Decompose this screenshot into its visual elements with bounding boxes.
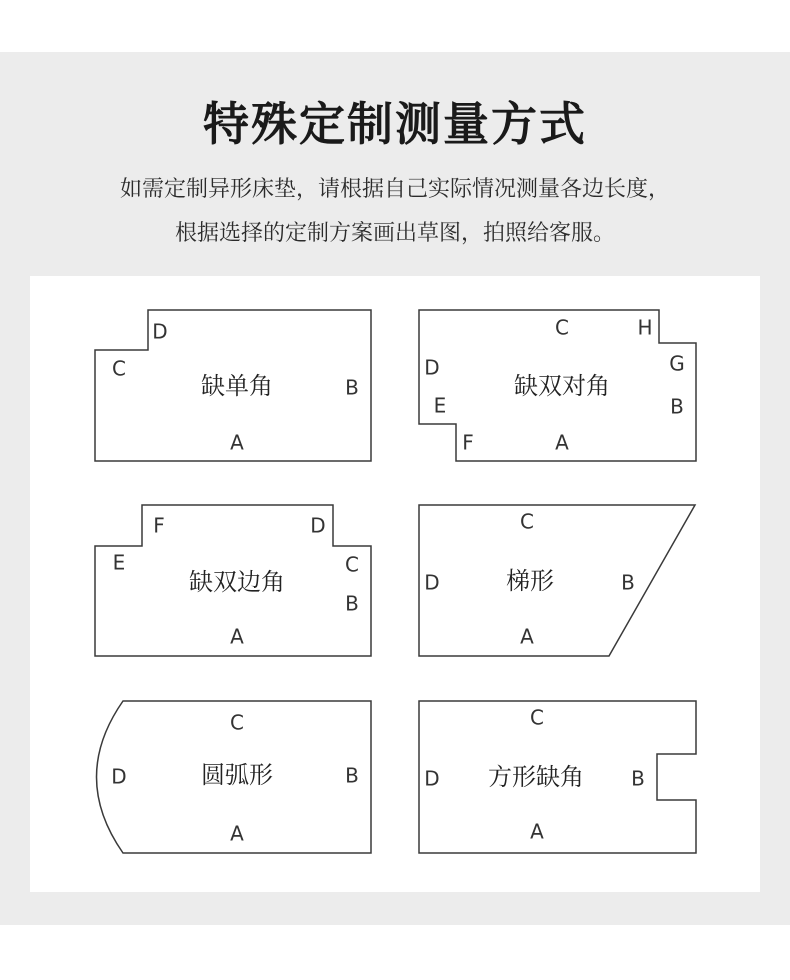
shape-arc [97, 701, 372, 853]
shape-missing-single-corner [95, 310, 371, 461]
label-d: D [424, 570, 440, 595]
label-d: D [111, 764, 127, 789]
shape-name: 方形缺角 [488, 763, 584, 791]
label-g: G [669, 351, 685, 376]
label-a: A [530, 819, 544, 844]
label-b: B [670, 394, 684, 419]
label-b: B [345, 591, 359, 616]
label-c: C [555, 315, 569, 340]
label-d: D [152, 319, 168, 344]
shape-missing-double-side-corners [95, 505, 371, 656]
label-c: C [520, 509, 534, 534]
label-b: B [345, 763, 359, 788]
shape-name: 缺双边角 [189, 568, 285, 596]
label-e: E [112, 550, 126, 575]
label-d: D [424, 355, 440, 380]
shape-name: 梯形 [506, 567, 554, 595]
label-c: C [230, 710, 244, 735]
label-a: A [230, 430, 244, 455]
label-b: B [621, 570, 635, 595]
shape-trapezoid [419, 505, 695, 656]
label-a: A [520, 624, 534, 649]
shape-name: 缺单角 [201, 372, 273, 400]
label-e: E [433, 393, 447, 418]
label-h: H [637, 315, 653, 340]
label-b: B [345, 375, 359, 400]
label-f: F [462, 430, 474, 455]
label-f: F [153, 513, 165, 538]
description-line-2: 根据选择的定制方案画出草图，拍照给客服。 [174, 221, 615, 246]
label-c: C [112, 356, 126, 381]
description-line-1: 如需定制异形床垫，请根据自己实际情况测量各边长度， [119, 177, 670, 202]
label-a: A [230, 821, 244, 846]
shape-square-notch [419, 701, 696, 853]
shape-name: 圆弧形 [201, 761, 273, 789]
page-title: 特殊定制测量方式 [203, 97, 587, 151]
label-b: B [631, 766, 645, 791]
label-d: D [424, 766, 440, 791]
label-c: C [530, 705, 544, 730]
label-a: A [555, 430, 569, 455]
shape-name: 缺双对角 [514, 372, 610, 400]
outline-trapezoid [419, 505, 695, 656]
shape-missing-double-opposite-corners [419, 310, 696, 461]
label-d: D [310, 513, 326, 538]
label-c: C [345, 552, 359, 577]
label-a: A [230, 624, 244, 649]
